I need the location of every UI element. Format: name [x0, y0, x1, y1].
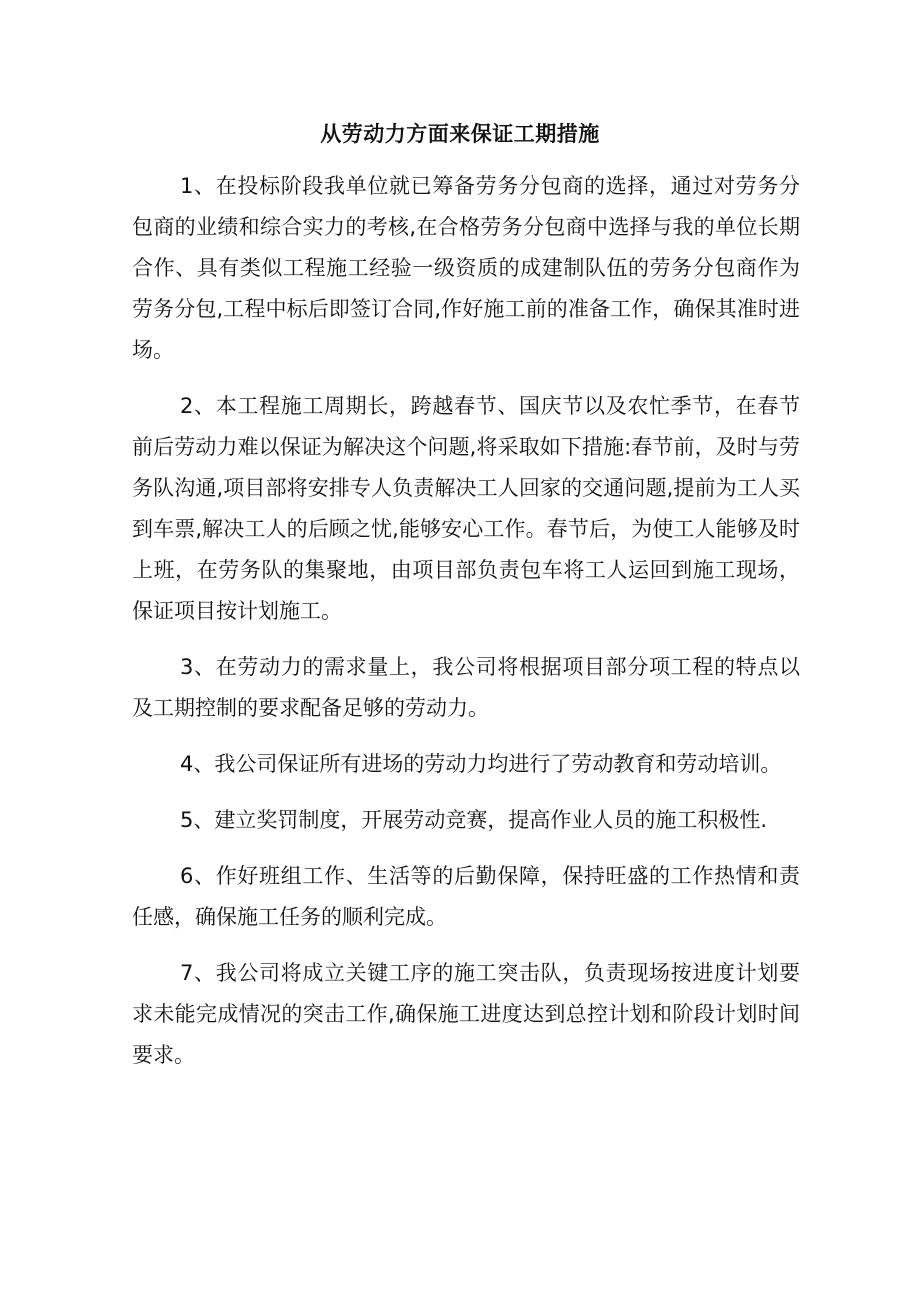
paragraph-2: 2、本工程施工周期长，跨越春节、国庆节以及农忙季节，在春节前后劳动力难以保证为解决这个问题,将采取如下措施:春节前，及时与劳务队沟通,项目部将安排专人负责解决工人回家的交通问题,提前为工人买到车票,解决工人的后顾之忧,能够安心工作。春节后，为使工人能够及时上班，在劳务队的集聚地，由项目部负责包车将工人运回到施工现场，保证项目按计划施工。 [132, 394, 800, 623]
paragraph-5: 5、建立奖罚制度，开展劳动竞赛，提高作业人员的施工积极性. [180, 808, 768, 832]
paragraph-4: 4、我公司保证所有进场的劳动力均进行了劳动教育和劳动培训。 [180, 752, 782, 776]
document-body [132, 166, 800, 1091]
paragraph-7: 7、我公司将成立关键工序的施工突击队，负责现场按进度计划要求未能完成情况的突击工作,确保施工进度达到总控计划和阶段计划时间要求。 [132, 961, 800, 1067]
paragraph-1: 1、在投标阶段我单位就已筹备劳务分包商的选择，通过对劳务分包商的业绩和综合实力的考核,在合格劳务分包商中选择与我的单位长期合作、具有类似工程施工经验一级资质的成建制队伍的劳务分包商作为劳务分包,工程中标后即签订合同,作好施工前的准备工作，确保其准时进场。 [132, 174, 800, 362]
document-title: 从劳动力方面来保证工期措施 [320, 122, 600, 146]
paragraph-6: 6、作好班组工作、生活等的后勤保障，保持旺盛的工作热情和责任感，确保施工任务的顺利完成。 [132, 864, 800, 929]
paragraph-3: 3、在劳动力的需求量上，我公司将根据项目部分项工程的特点以及工期控制的要求配备足够的劳动力。 [132, 655, 800, 720]
